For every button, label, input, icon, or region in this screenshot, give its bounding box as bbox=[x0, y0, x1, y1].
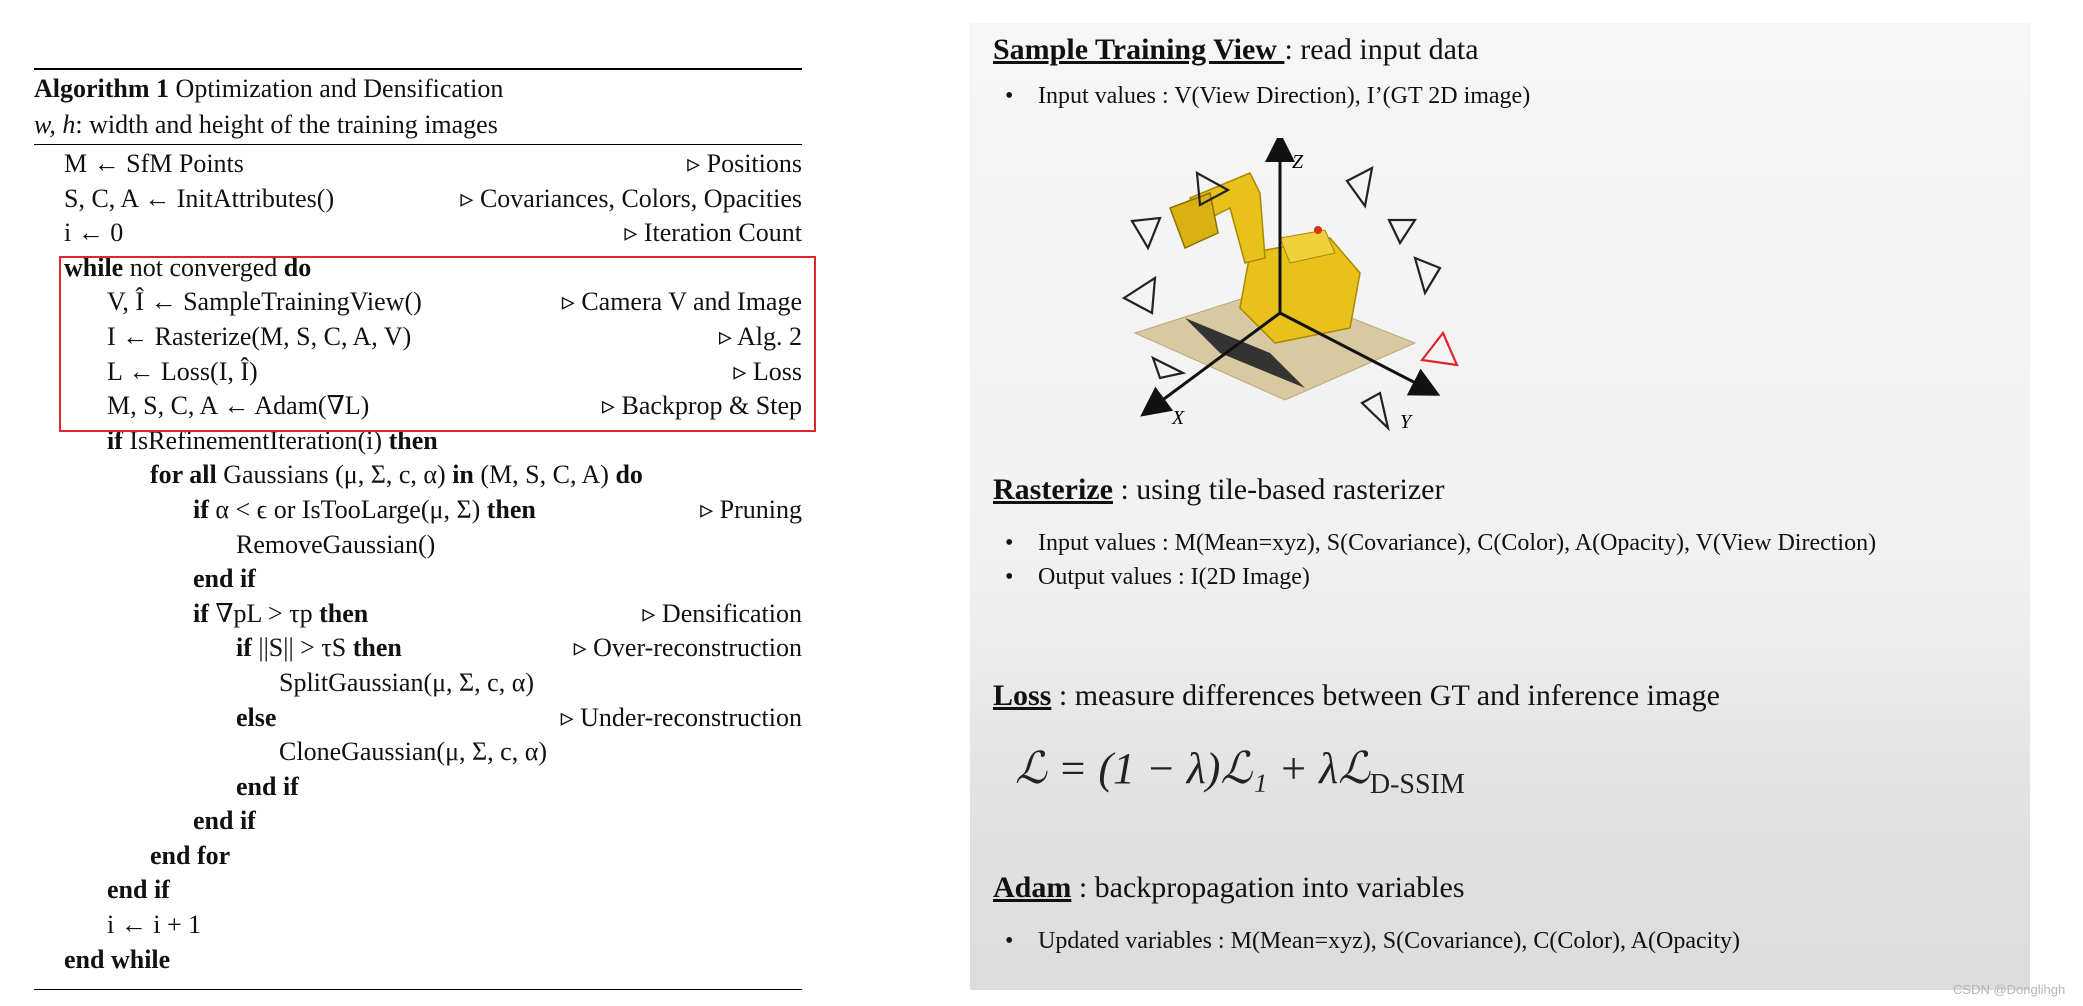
algorithm-line-code: L ← Loss(I, Î) bbox=[107, 356, 258, 386]
section-sample-training-view bbox=[993, 33, 1479, 67]
algorithm-line-comment: ▹ Loss bbox=[733, 356, 802, 386]
algorithm-line-code: RemoveGaussian() bbox=[236, 529, 436, 559]
rasterize-bullet-input: • Input values : M(Mean=xyz), S(Covariance), C(Color), A(Opacity), V(View Direction) bbox=[1005, 530, 1877, 556]
algorithm-line-code: for all Gaussians (μ, Σ, c, α) in (M, S, C, A) do bbox=[150, 460, 643, 490]
camera-icon bbox=[1153, 358, 1183, 378]
algorithm-line bbox=[34, 770, 802, 805]
algorithm-line-comment: ▹ Covariances, Colors, Opacities bbox=[460, 183, 802, 213]
adam-title: Adam bbox=[993, 871, 1072, 904]
algorithm-line bbox=[34, 562, 802, 597]
excavator-bucket bbox=[1170, 193, 1218, 248]
algorithm-line-code: I ← Rasterize(M, S, C, A, V) bbox=[107, 321, 412, 351]
algorithm-line bbox=[34, 285, 802, 320]
loss-formula-main: ℒ = (1 − λ)ℒ₁ + λℒ bbox=[1015, 744, 1370, 793]
camera-icon bbox=[1132, 218, 1160, 248]
algorithm-line bbox=[34, 424, 802, 459]
algorithm-line bbox=[34, 666, 802, 701]
algorithm-line-code: S, C, A ← InitAttributes() bbox=[64, 183, 335, 213]
algorithm-line-code: if ||S|| > τS then bbox=[236, 633, 402, 663]
algorithm-line-code: M, S, C, A ← Adam(∇L) bbox=[107, 391, 370, 421]
section-loss bbox=[993, 679, 1720, 713]
scene-illustration bbox=[1100, 138, 1480, 458]
algorithm-number: Algorithm 1 bbox=[34, 74, 170, 103]
algorithm-subtitle-text: : width and height of the training images bbox=[75, 110, 498, 139]
algorithm-line-comment: ▹ Densification bbox=[642, 598, 802, 628]
sample-title: Sample Training View bbox=[993, 33, 1285, 66]
algorithm-line bbox=[34, 701, 802, 736]
algorithm-line-code: V, Î ← SampleTrainingView() bbox=[107, 287, 422, 317]
algorithm-line-comment: ▹ Pruning bbox=[700, 494, 802, 524]
loss-formula-subscript: D-SSIM bbox=[1369, 769, 1465, 800]
algorithm-line bbox=[34, 597, 802, 632]
algorithm-line bbox=[34, 873, 802, 908]
algorithm-line bbox=[34, 458, 802, 493]
algorithm-line-code: if ∇pL > τp then bbox=[193, 598, 369, 628]
section-adam bbox=[993, 871, 1465, 905]
algorithm-line-code: else bbox=[236, 702, 277, 732]
algorithm-line bbox=[34, 147, 802, 182]
algorithm-line-code: end if bbox=[107, 875, 170, 905]
camera-icon bbox=[1362, 393, 1388, 428]
algorithm-line bbox=[34, 493, 802, 528]
algorithm-line-code: i ← i + 1 bbox=[107, 910, 202, 940]
rasterize-bullet-output: • Output values : I(2D Image) bbox=[1005, 564, 1310, 590]
algorithm-line-code: SplitGaussian(μ, Σ, c, α) bbox=[279, 667, 534, 697]
algorithm-line bbox=[34, 631, 802, 666]
x-axis-label: X bbox=[1172, 407, 1185, 429]
section-rasterize bbox=[993, 473, 1444, 507]
algorithm-line bbox=[34, 908, 802, 943]
algorithm-line bbox=[34, 735, 802, 770]
algorithm-bottom-rule bbox=[34, 989, 802, 990]
y-axis-label: Y bbox=[1400, 411, 1412, 433]
algorithm-line bbox=[34, 216, 802, 251]
selected-camera-icon bbox=[1422, 333, 1457, 365]
algorithm-line-comment: ▹ Iteration Count bbox=[624, 218, 802, 248]
algorithm-line-comment: ▹ Under-reconstruction bbox=[560, 702, 802, 732]
algorithm-line-comment: ▹ Alg. 2 bbox=[718, 321, 802, 351]
algorithm-line bbox=[34, 251, 802, 286]
algorithm-line-comment: ▹ Camera V and Image bbox=[561, 287, 802, 317]
algorithm-line bbox=[34, 839, 802, 874]
rasterize-bullet-input-text: Input values : M(Mean=xyz), S(Covariance), C(Color), A(Opacity), V(View Direction) bbox=[1038, 530, 1877, 556]
algorithm-line-code: CloneGaussian(μ, Σ, c, α) bbox=[279, 737, 547, 767]
algorithm-line-comment: ▹ Over-reconstruction bbox=[573, 633, 802, 663]
algorithm-body bbox=[34, 145, 802, 977]
camera-icon bbox=[1347, 168, 1372, 206]
algorithm-line bbox=[34, 182, 802, 217]
adam-bullet: • Updated variables : M(Mean=xyz), S(Covariance), C(Color), A(Opacity) bbox=[1005, 928, 1740, 954]
loss-desc: : measure differences between GT and inference image bbox=[1051, 679, 1720, 712]
algorithm-line-code: end for bbox=[150, 840, 231, 870]
loss-formula bbox=[1015, 743, 1465, 801]
algorithm-caption bbox=[34, 70, 802, 106]
loss-title: Loss bbox=[993, 679, 1052, 712]
algorithm-line-code: end if bbox=[193, 806, 256, 836]
sample-bullet: • Input values : V(View Direction), I’(GT 2D image) bbox=[1005, 83, 1531, 109]
algorithm-line-code: while not converged do bbox=[64, 252, 312, 282]
algorithm-line bbox=[34, 320, 802, 355]
algorithm-line-code: end if bbox=[236, 771, 299, 801]
sample-desc: : read input data bbox=[1284, 33, 1479, 66]
algorithm-subtitle bbox=[34, 106, 802, 142]
algorithm-line-code: M ← SfM Points bbox=[64, 149, 244, 178]
red-light bbox=[1314, 226, 1322, 234]
algorithm-title: Optimization and Densification bbox=[169, 74, 504, 103]
algorithm-line bbox=[34, 943, 802, 978]
algorithm-line-code: end if bbox=[193, 564, 256, 594]
algorithm-line-code: if α < ϵ or IsTooLarge(μ, Σ) then bbox=[193, 494, 536, 524]
rasterize-title: Rasterize bbox=[993, 473, 1113, 506]
algorithm-line bbox=[34, 804, 802, 839]
algorithm-line-code: end while bbox=[64, 944, 171, 974]
camera-icon bbox=[1415, 258, 1440, 293]
watermark: CSDN @Donglihgh bbox=[1953, 982, 2066, 997]
rasterize-bullet-output-text: Output values : I(2D Image) bbox=[1038, 564, 1310, 590]
rasterize-desc: : using tile-based rasterizer bbox=[1112, 473, 1445, 506]
algorithm-subtitle-vars: w, h bbox=[34, 110, 76, 139]
algorithm-line-comment: ▹ Positions bbox=[687, 149, 802, 178]
adam-desc: : backpropagation into variables bbox=[1071, 871, 1465, 904]
sample-bullet-text: Input values : V(View Direction), I’(GT 2D image) bbox=[1038, 83, 1531, 109]
z-axis-label: Z bbox=[1292, 151, 1304, 173]
algorithm-line-comment: ▹ Backprop & Step bbox=[601, 391, 802, 421]
adam-bullet-text: Updated variables : M(Mean=xyz), S(Covariance), C(Color), A(Opacity) bbox=[1038, 928, 1740, 954]
algorithm-line-code: i ← 0 bbox=[64, 218, 124, 248]
slide-panel bbox=[970, 23, 2030, 990]
algorithm-block bbox=[34, 68, 802, 977]
algorithm-line-code: if IsRefinementIteration(i) then bbox=[107, 425, 438, 455]
camera-icon bbox=[1389, 220, 1415, 243]
algorithm-line bbox=[34, 528, 802, 563]
camera-icon bbox=[1124, 278, 1155, 313]
algorithm-line bbox=[34, 355, 802, 390]
algorithm-line bbox=[34, 389, 802, 424]
